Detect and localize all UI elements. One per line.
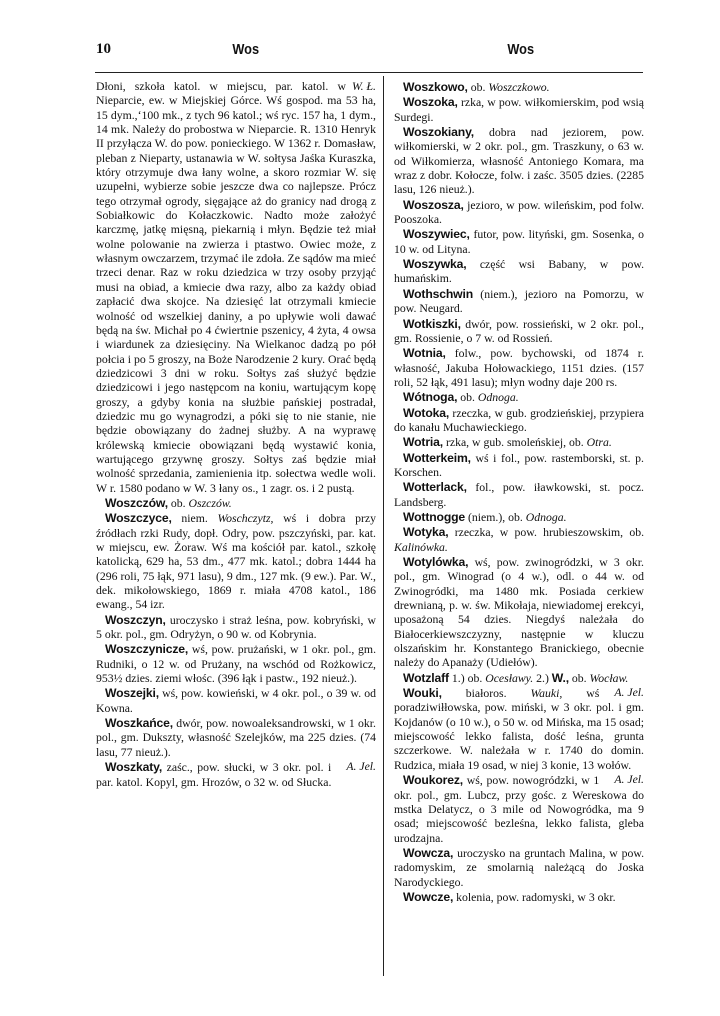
entry-text: dwór, pow. nowoaleksandrowski, w 1 okr. pol., gm. Dukszty, własność Szelejków, ma 225 dzies. (74 lasu, 77 nieuż.). (96, 717, 376, 759)
dictionary-entry (394, 525, 644, 555)
entry-headword: Woszejki, (105, 686, 159, 701)
entry-text: ob. (568, 671, 590, 685)
entry-headword: Wowcze, (403, 889, 454, 904)
entry-text: wś, pow. kowieński, w 4 okr. pol., o 39 w. od Kowna. (96, 687, 376, 715)
entry-headword: Wotoka, (403, 405, 450, 420)
entry-text: ob. (460, 391, 478, 405)
dictionary-entry (394, 406, 644, 436)
dictionary-entry (96, 716, 376, 760)
entry-headword: Woszywiec, (403, 227, 470, 242)
entry-headword: W., (551, 670, 569, 685)
entry-text: futor, pow. lityński, gm. Sosenka, o 10 w. od Lityna. (394, 228, 644, 256)
entry-headword: Wotnia, (403, 346, 446, 361)
page-number: 10 (96, 41, 111, 57)
entry-headword: Wotterlack, (403, 480, 467, 495)
entry-text: Dłoni, szkoła katol. w miejscu, par. katol. w Nieparcie, ew. w Miejskiej Górce. Wś gospod. ma 53 ha, 15 dym.,‘100 mk., z tych 96 katol.; wś ryc. 157 ha, 1 dym., 14 mk. Należy do probostwa w Nieparcie. R. 1310 Henryk II przyłącza W. do pow. ponieckiego. W 1362 r. Domasław, pleban z Nieparty, ustanawia w W. sołtysa Jaśka Kuraszka, który otrzymuje dwa łany wolne, a skoro rozmiar W. się uzupełni, wybierze sobie jeszcze dwa co najlepsze. Prócz tego otrzymał ogrody, sięgające aż do granicy nad drogą z Sobiałkowic do Kołaczkowic. Nadto może założyć karczmę, jatkę mięsną, piekarnią i młyn. Będzie też miał wolne polowanie na zwierza i ptastwo. Owiec może, z własnym owczarzem, trzymać ile zdoła. Ze sądów ma mieć trzeci denar. Raz w roku dziedzica w trzy osoby przyjąć musi na obiad, a kmiecie dwa razy, albo za każdy obiad zapłacić dwa skojce. Na dziesięć lat otrzymali kmiecie wolność od wszelkiej daniny, a po upływie woli dawać będą na św. Michał po 4 ćwiertnie pszenicy, 4 żyta, 4 owsa i wiardunek za dziesięciny. Na Wielkanoc dadzą po pół połcia i po 5 groszy, na Boże Narodzenie 2 kury. Orać będą dziedzicowi 3 dni w roku. Sołtys zaś służyć będzie dziedzicowi i jego następcom na koniu, wartującym kopę groszy, a gdyby konia na służbie pańskiej postradał, dziedzic mu go wynagrodzi, a póki się to nie stanie, nie będzie obowiązany do żadnej służby. A na wyprawę królewską kmiecie obowiązani będą wystawić konia, wartującego grzywnę groszy. Sołtys zaś będzie miał wolność sprzedania, zamienienia itp. sołectwa wedle woli. W r. 1580 podano w W. 3 łany os., 1 zagr. os. i 2 pustą. (96, 80, 376, 495)
entry-cross-reference: Woschczytz, (217, 512, 274, 526)
entry-text: (niem.), jezioro na Pomorzu, w pow. Neugard. (394, 287, 645, 316)
entry-headword: Woszosza, (403, 197, 464, 212)
dictionary-entry (394, 890, 644, 905)
dictionary-entry (394, 198, 644, 228)
dictionary-entry (394, 95, 644, 125)
entry-cross-reference: Woszczkowo. (488, 81, 550, 94)
entry-text: 1.) ob. (451, 671, 486, 685)
entry-headword: Woszoka, (403, 95, 458, 110)
entry-text: kolenia, pow. radomyski, w 3 okr. (456, 890, 616, 904)
entry-cross-reference: Wocław. (589, 671, 629, 685)
dictionary-entry (96, 642, 376, 686)
running-header (0, 41, 720, 65)
dictionary-entry (394, 451, 644, 481)
entry-cross-reference: Wauki, (530, 687, 563, 701)
entry-headword: Woszywka, (403, 257, 467, 272)
column-divider (383, 76, 384, 976)
entry-text: wś poradziwiłłowska, pow. miński, w 3 okr. pol. i gm. Kojdanów (o 10 w.), o 50 w. od Mińska, ma 15 osad; miejscowość lekko falista, dość leśna, grunta szczerkowe. W. należała w r. 1740 do domin. Rudzica, miała 19 osad, w niej 3 konie, 13 wołów. (394, 687, 644, 772)
entry-text: uroczysko na gruntach Malina, w pow. radomyskim, ze smolarnią należącą do Joska Narodyckiego. (394, 846, 645, 889)
entry-text: rzka, w gub. smoleńskiej, ob. (445, 436, 587, 450)
entry-headword: Woukorez, (403, 773, 464, 788)
entry-headword: Woszczyn, (105, 612, 166, 627)
dictionary-entry (394, 510, 644, 525)
entry-text: wś, pow. prużański, w 1 okr. pol., gm. Rudniki, o 12 w. od Prużany, na wschód od Rożkowicz, 953½ dzies. ziemi włośc. (396 łąk i pastw., 192 nieuż.). (96, 643, 377, 686)
running-head-left: Wos (232, 41, 260, 58)
entry-text: wś i dobra przy źródłach rzki Rudy, dopł. Odry, pow. pszczyński, par. kat. w miejscu, ew. Żoraw. Wś ma kościół par. katol., szkołę katolicką, 629 ha, 53 dm., 477 mk. katol.; dobra 1444 ha (296 roli, 75 łąk, 971 lasu), 9 dm., 127 mk. (9 ew.). Par. W., dek. mikołowskiego, 1869 r. miała 4708 katol., 186 ewang., 54 izr. (96, 512, 376, 612)
dictionary-entry (394, 80, 644, 95)
header-rule (95, 72, 643, 73)
dictionary-entry (394, 671, 644, 686)
entry-signature: W. Ł. (351, 80, 376, 93)
entry-headword: Wótnoga, (403, 390, 458, 405)
entry-cross-reference: Kalinówka. (394, 540, 448, 554)
dictionary-entry (394, 390, 644, 405)
entry-headword: Woszkowo, (403, 80, 468, 94)
entry-headword: Wotzlaff (403, 670, 449, 685)
entry-cross-reference: Odnoga. (477, 391, 519, 405)
entry-text: wś, pow. zwinogródzki, w 3 okr. pol., gm. Winograd (o 4 w.), odl. o 44 w. od Zwinogródki, ma 1480 mk. Posiada cerkiew drewnianą, p. w. św. Mikołaja, niewiadomej erekcyi, uposażoną 54 dzies. Niegdyś należała do Białocerkiewszczyzny, następnie w kluczu olszańskim hr. Konstantego Branickiego, obecnie należy do Apanaży (Udiełów). (394, 556, 644, 670)
entry-text: (niem.), ob. (468, 510, 526, 524)
entry-headword: Woszczyce, (105, 511, 172, 526)
entry-signature: A. Jel. (614, 773, 644, 787)
entry-cross-reference: Ocesławy. (485, 671, 534, 685)
entry-text: dobra nad jeziorem, pow. wiłkomierski, w 2 okr. pol., gm. Traszkuny, o 63 w. od Wiłkomierza, własność Antoniego Komara, ma wraz z dobr. Kołocze, folw. i zaśc. 3505 dzies. (2285 lasu, 126 nieuż.). (394, 126, 645, 197)
entry-text: dwór, pow. rossieński, w 2 okr. pol., gm. Rossienie, o 7 w. od Rossień. (394, 317, 644, 345)
entry-headword: Wotria, (403, 435, 444, 450)
dictionary-entry (394, 773, 644, 846)
entry-text: ob. (470, 81, 489, 94)
entry-text: folw., pow. bychowski, od 1874 r. własność, Jakuba Hołowackiego, 1151 dzies. (157 roli, 52 łąk, 491 lasu); młyn wodny daje 200 rs. (394, 347, 644, 389)
dictionary-entry (394, 257, 644, 287)
entry-text: fol., pow. iławkowski, st. pocz. Landsberg. (394, 481, 644, 509)
entry-headword: Woszkańce, (105, 716, 174, 731)
dictionary-entry (394, 555, 644, 671)
dictionary-entry (394, 480, 644, 510)
entry-text: rzeczka, w pow. hrubieszowskim, ob. (454, 526, 645, 540)
entry-text: ob. (170, 496, 189, 510)
entry-text: wś i fol., pow. rastemborski, st. p. Korschen. (394, 451, 644, 479)
entry-text: niem. (181, 512, 218, 526)
entry-headword: Wotyka, (403, 525, 449, 540)
entry-headword: Wotterkeim, (403, 450, 471, 465)
dictionary-entry (394, 346, 644, 390)
dictionary-entry (394, 125, 644, 198)
entry-text: uroczysko i straż leśna, pow. kobryński, w 5 okr. pol., gm. Odryżyn, o 90 w. od Kobrynia. (96, 613, 376, 642)
dictionary-entry (394, 227, 644, 257)
entry-headword: Woszokiany, (403, 125, 475, 140)
entry-headword: Woszkaty, (105, 760, 163, 775)
entry-headword: Wotylówka, (403, 555, 469, 569)
entry-text: wś, pow. nowogródzki, w 1 okr. pol., gm. Lubcz, przy gośc. z Wereskowa do mstka Delatycz, o 3 mile od Nowogródka, ma 9 osad; miejscowość bezleśna, lekko falista, gleba urodzajna. (394, 774, 644, 845)
dictionary-entry (96, 760, 376, 790)
entry-headword: Wothschwin (403, 286, 474, 301)
entry-headword: Wottnogge (403, 509, 466, 524)
entry-signature: A. Jel. (346, 760, 376, 774)
entry-text: jezioro, w pow. wileńskim, pod folw. Pooszoka. (394, 198, 645, 227)
left-column (96, 80, 376, 790)
entry-text: rzka, w pow. wiłkomierskim, pod wsią Surdegi. (394, 96, 644, 124)
entry-signature: A. Jel. (614, 686, 644, 700)
entry-headword: Wotkiszki, (403, 316, 461, 331)
dictionary-entry (96, 686, 376, 716)
entry-text: 2.) (533, 671, 552, 685)
entry-headword: Wowcza, (403, 845, 454, 860)
entry-headword: Woszczynicze, (105, 642, 189, 657)
right-column (394, 80, 644, 905)
dictionary-entry (96, 80, 376, 496)
entry-cross-reference: Oszczów. (188, 496, 232, 510)
dictionary-entry (96, 496, 376, 511)
dictionary-entry (96, 613, 376, 643)
entry-text: część wsi Babany, w pow. humańskim. (394, 258, 645, 286)
dictionary-entry (96, 511, 376, 612)
running-head-right: Wos (507, 41, 535, 58)
dictionary-entry (394, 435, 644, 450)
dictionary-entry (394, 287, 644, 317)
dictionary-entry (394, 686, 644, 773)
entry-text: rzeczka, w gub. grodzieńskiej, przypiera do kanału Muchawieckiego. (394, 406, 645, 434)
entry-cross-reference: Odnoga. (525, 510, 567, 524)
entry-headword: Wouki, (403, 686, 442, 701)
entry-headword: Woszczów, (105, 495, 168, 510)
dictionary-entry (394, 846, 644, 890)
entry-text: zaśc., pow. słucki, w 3 okr. pol. i par. katol. Kopyl, gm. Hrozów, o 32 w. od Słucka. (96, 761, 332, 789)
entry-text: białoros. (465, 687, 531, 701)
dictionary-entry (394, 317, 644, 347)
entry-cross-reference: Otra. (586, 436, 612, 450)
